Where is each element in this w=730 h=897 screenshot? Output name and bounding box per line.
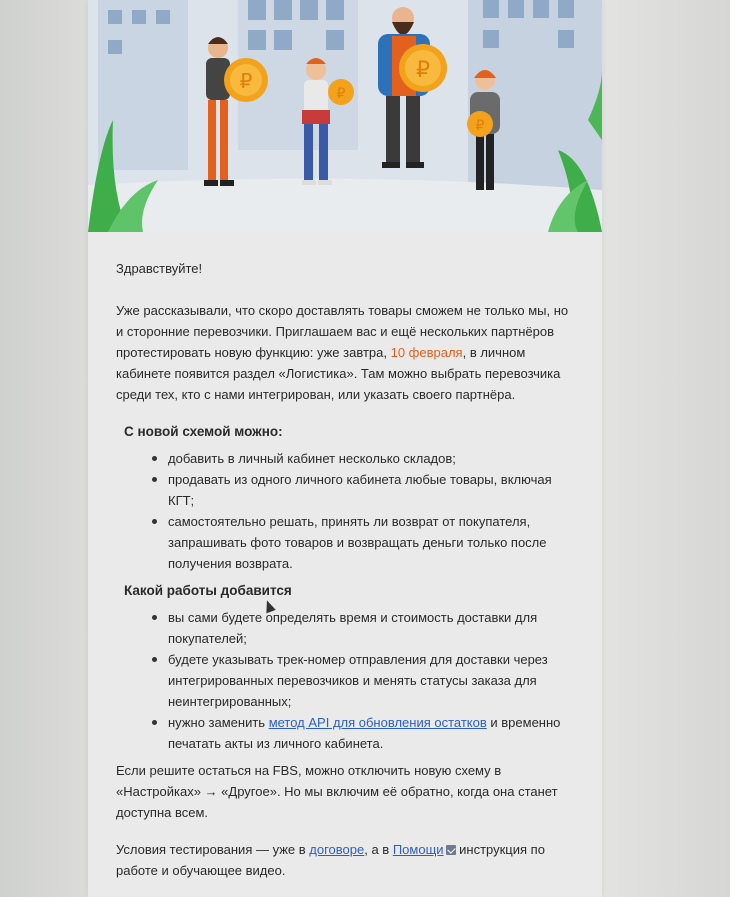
external-link-icon[interactable] — [446, 845, 456, 855]
email-body — [88, 0, 602, 897]
hero-illustration-svg — [88, 0, 602, 232]
footer-paragraph — [116, 839, 576, 881]
list-item: вы сами будете определять время и стоимость доставки для покупателей; — [168, 607, 576, 649]
email-content — [116, 258, 576, 897]
intro-paragraph — [116, 300, 576, 405]
svg-text:₽: ₽ — [336, 86, 346, 102]
intro-date: 10 февраля — [390, 345, 463, 360]
greeting: Здравствуйте! — [116, 261, 203, 276]
svg-text:₽: ₽ — [239, 69, 253, 93]
background-right — [602, 0, 730, 897]
footer-text-after: инструкция по работе и обучающее видео. — [116, 842, 545, 878]
section1-heading: С новой схемой можно: — [124, 424, 283, 439]
contract-link[interactable]: договоре — [309, 842, 365, 857]
svg-text:₽: ₽ — [416, 58, 430, 83]
list-item: самостоятельно решать, принять ли возврат от покупателя, запрашивать фото товаров и возвращать деньги только после получения возврата. — [168, 511, 576, 574]
svg-text:₽: ₽ — [475, 118, 485, 134]
item3-text-before: нужно заменить — [168, 715, 269, 730]
footer-text-middle: , а в — [364, 842, 393, 857]
section2-heading: Какой работы добавится — [124, 583, 292, 598]
intro-text-before: Уже рассказывали, что скоро доставлять товары сможем не только мы, но и сторонние перевозчики. Приглашаем вас и ещё нескольких партнёров протестировать новую функцию: уже завтра, — [116, 303, 569, 360]
list-item: будете указывать трек-номер отправления для доставки через интегрированных перевозчиков и менять статусы заказа для неинтегрированных; — [168, 649, 576, 712]
list-item — [168, 712, 576, 754]
footer-text-before: Условия тестирования — уже в — [116, 842, 310, 857]
list-item: добавить в личный кабинет несколько складов; — [168, 448, 576, 469]
section2-list — [116, 607, 576, 754]
help-link[interactable]: Помощи — [392, 842, 444, 857]
intro-text-after: , в личном кабинете появится раздел «Логистика». Там можно выбрать перевозчика среди тех, кто с нами интегрирован, или указать своего партнёра. — [116, 345, 561, 402]
list-item: продавать из одного личного кабинета любые товары, включая КГТ; — [168, 469, 576, 511]
hero-illustration — [88, 0, 602, 232]
fbs-note: Если решите остаться на FBS, можно отключить новую схему в «Настройках» → «Другое». Но мы включим её обратно, когда она станет доступна всем. — [116, 763, 558, 820]
background-left — [0, 0, 90, 897]
section1-list — [116, 448, 576, 574]
item3-text-after: и временно печатать акты из личного кабинета. — [168, 715, 561, 751]
api-method-link[interactable]: метод API для обновления остатков — [268, 715, 487, 730]
